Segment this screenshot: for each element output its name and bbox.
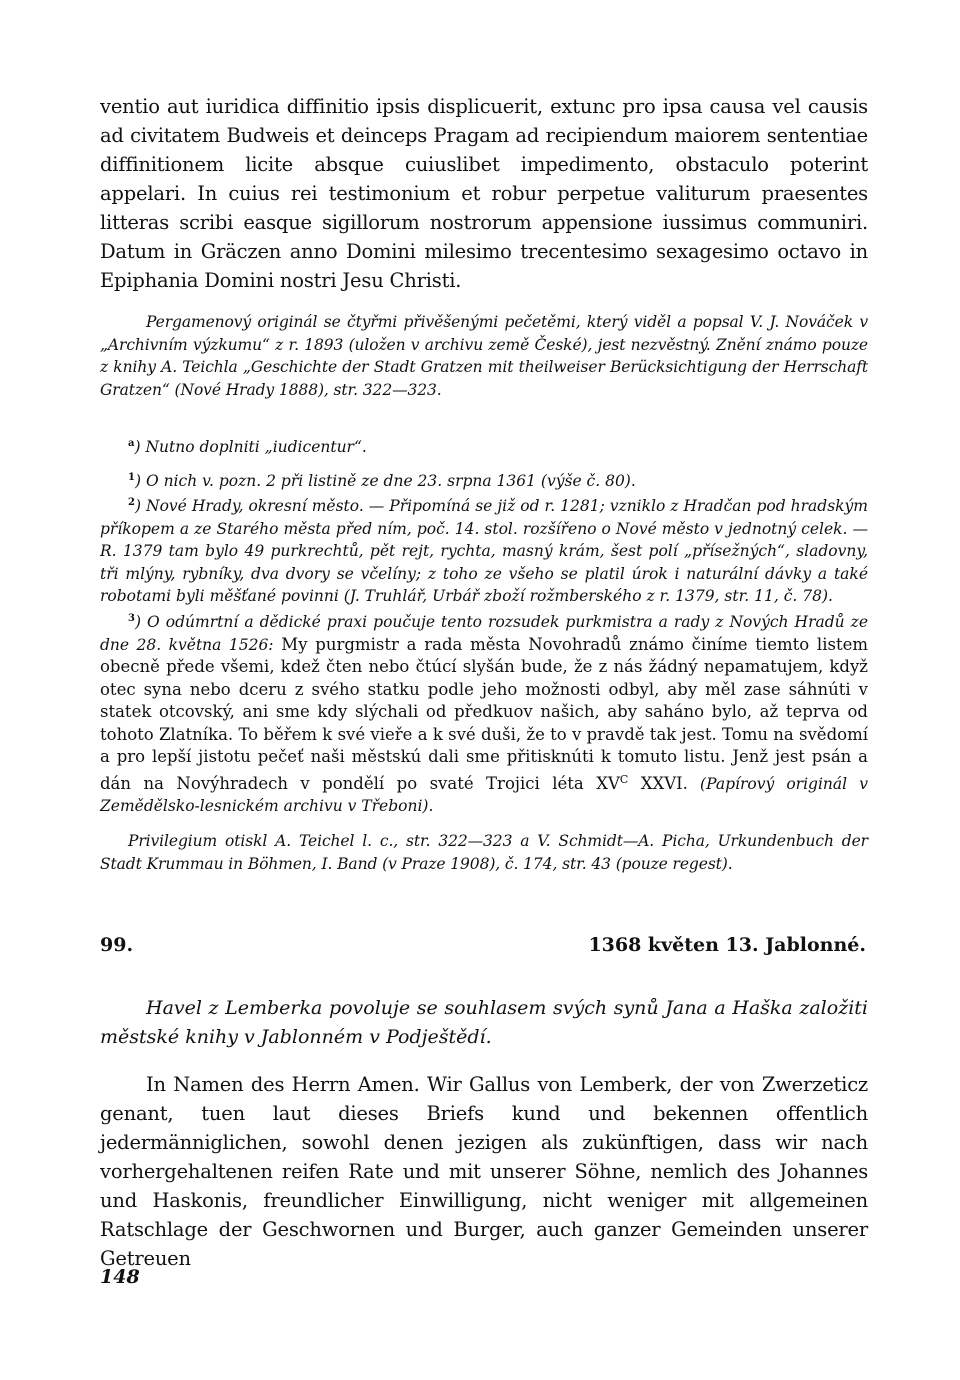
document-date-place: 1368 květen 13. Jablonné. — [588, 934, 866, 956]
german-paragraph: In Namen des Herrn Amen. Wir Gallus von Lemberk, der von Zwerzeticz genant, tuen laut dieses Briefs kund und bekennen offentlich jedermänniglichen, sowohl denen jezigen als zukünftigen, dass wir nach vorhergehaltenen reifen Rate und mit unserer Söhne, nemlich des Johannes und Haskonis, freundlicher Einwilligung, nicht weniger mit allgemeinen Ratschlage der Geschwornen und Burger, auch ganzer Gemeinden unserer Getreuen — [100, 1073, 868, 1270]
document-number: 99. — [100, 934, 134, 956]
privilegium-note: Privilegium otiskl A. Teichel l. c., str. 322—323 a V. Schmidt—A. Picha, Urkundenbuch der Stadt Krummau in Böhmen, I. Band (v Praze 1908), č. 174, str. 43 (pouze regest). — [100, 832, 868, 873]
footnote-mark: 2 — [128, 497, 135, 509]
footnote-archive-note: (Papírový originál v Zemědělsko-lesnickém archivu v Třeboni). — [100, 774, 868, 816]
privilegium-note-block — [100, 830, 868, 875]
footnote-czech-end: XXVI. — [628, 773, 688, 793]
footnote-mark: a — [128, 438, 135, 449]
footnote-mark: 3 — [128, 612, 135, 624]
latin-paragraph: ventio aut iuridica diffinitio ipsis displicuerit, extunc pro ipsa causa vel causis ad civitatem Budweis et deinceps Pragam ad recipiendum maiorem sententiae diffinitionem licite absque cuiuslibet impedimento, obstaculo poterint appelari. In cuius rei testimonium et robur perpetue valiturum praesentes litteras scribi easque sigillorum nostrorum appensione iussimus communiri. Datum in Gräczen anno Domini milesimo trecentesimo sexagesimo octavo in Epiphania Domini nostri Jesu Christi. — [100, 95, 868, 292]
footnote-text: ) Nutno doplniti „iudicentur“. — [134, 438, 367, 457]
footnote-mark: 1 — [128, 471, 135, 483]
source-note-block — [100, 311, 868, 401]
footnote-text: ) O nich v. pozn. 2 při listině ze dne 23. srpna 1361 (výše č. 80). — [134, 471, 636, 490]
regest-block — [100, 994, 868, 1052]
latin-text-block — [100, 92, 868, 295]
footnote-a — [100, 433, 868, 459]
footnote-superscript: C — [619, 772, 629, 786]
source-note: Pergamenový originál se čtyřmi přivěšenými pečetěmi, který viděl a popsal V. J. Nováček v „Archivním výzkumu“ z r. 1893 (uložen v archivu země České), jest nezvěstný. Znění známo pouze z knihy A. Teichla „Geschichte der Stadt Gratzen mit theilweiser Berücksichtigung der Herrschaft Gratzen“ (Nové Hrady 1888), str. 322—323. — [100, 313, 868, 399]
footnote-czech-quote: My purgmistr a rada města Novohradů známo činíme tiemto listem obecně přede všemi, kdež čten nebo čtúcí slyšán bude, že z nás žádný nepamatujem, když otec syna nebo dceru z svého statku podle jeho možnosti odbyl, aby měl zase sáhnúti v statek otcovský, ani sme kdy slýchali od předkuov našich, aby saháno bylo, až teprva od tohoto Zlatníka. To běřem k své vieře a k své duši, že to v pravdě tak jest. Tomu na svědomí a pro lepší jistotu pečeť naši městskú dali sme přitisknúti k tomuto listu. Jenž jest psán a dán na Novýhradech v pondělí po svaté Trojici léta XV — [100, 634, 868, 793]
regest-text: Havel z Lemberka povoluje se souhlasem svých synů Jana a Haška založiti městské knihy v Jablonném v Podještědí. — [100, 997, 868, 1048]
footnote-text: ) Nové Hrady, okresní město. — Připomíná se již od r. 1281; vzniklo z Hradčan pod hradským příkopem a ze Starého města před ním, poč. 14. stol. rozšířeno o Nové město v jednotný celek. — R. 1379 tam bylo 49 purkrechtů, pět rejt, rychta, masný krám, šest polí „přísežných“, sladovny, tři mlýny, rybníky, dva dvory se včelíny; z toho ze všeho se platil úrok i naturální dávky a také robotami byli měšťané povinni (J. Truhlář, Urbář zboží rožmberského z r. 1379, str. 11, č. 78). — [100, 497, 868, 606]
footnotes-block — [100, 433, 868, 818]
german-text-block — [100, 1070, 868, 1273]
footnote-1 — [100, 467, 868, 493]
footnote-2 — [100, 492, 868, 608]
page-number: 148 — [100, 1266, 140, 1288]
document-heading — [100, 934, 866, 956]
footnote-intro: ) O odúmrtní a dědické praxi poučuje tento rozsudek purkmistra a rady z Nových Hradů ze dne 28. května 1526: — [100, 613, 868, 654]
footnote-3 — [100, 608, 868, 818]
